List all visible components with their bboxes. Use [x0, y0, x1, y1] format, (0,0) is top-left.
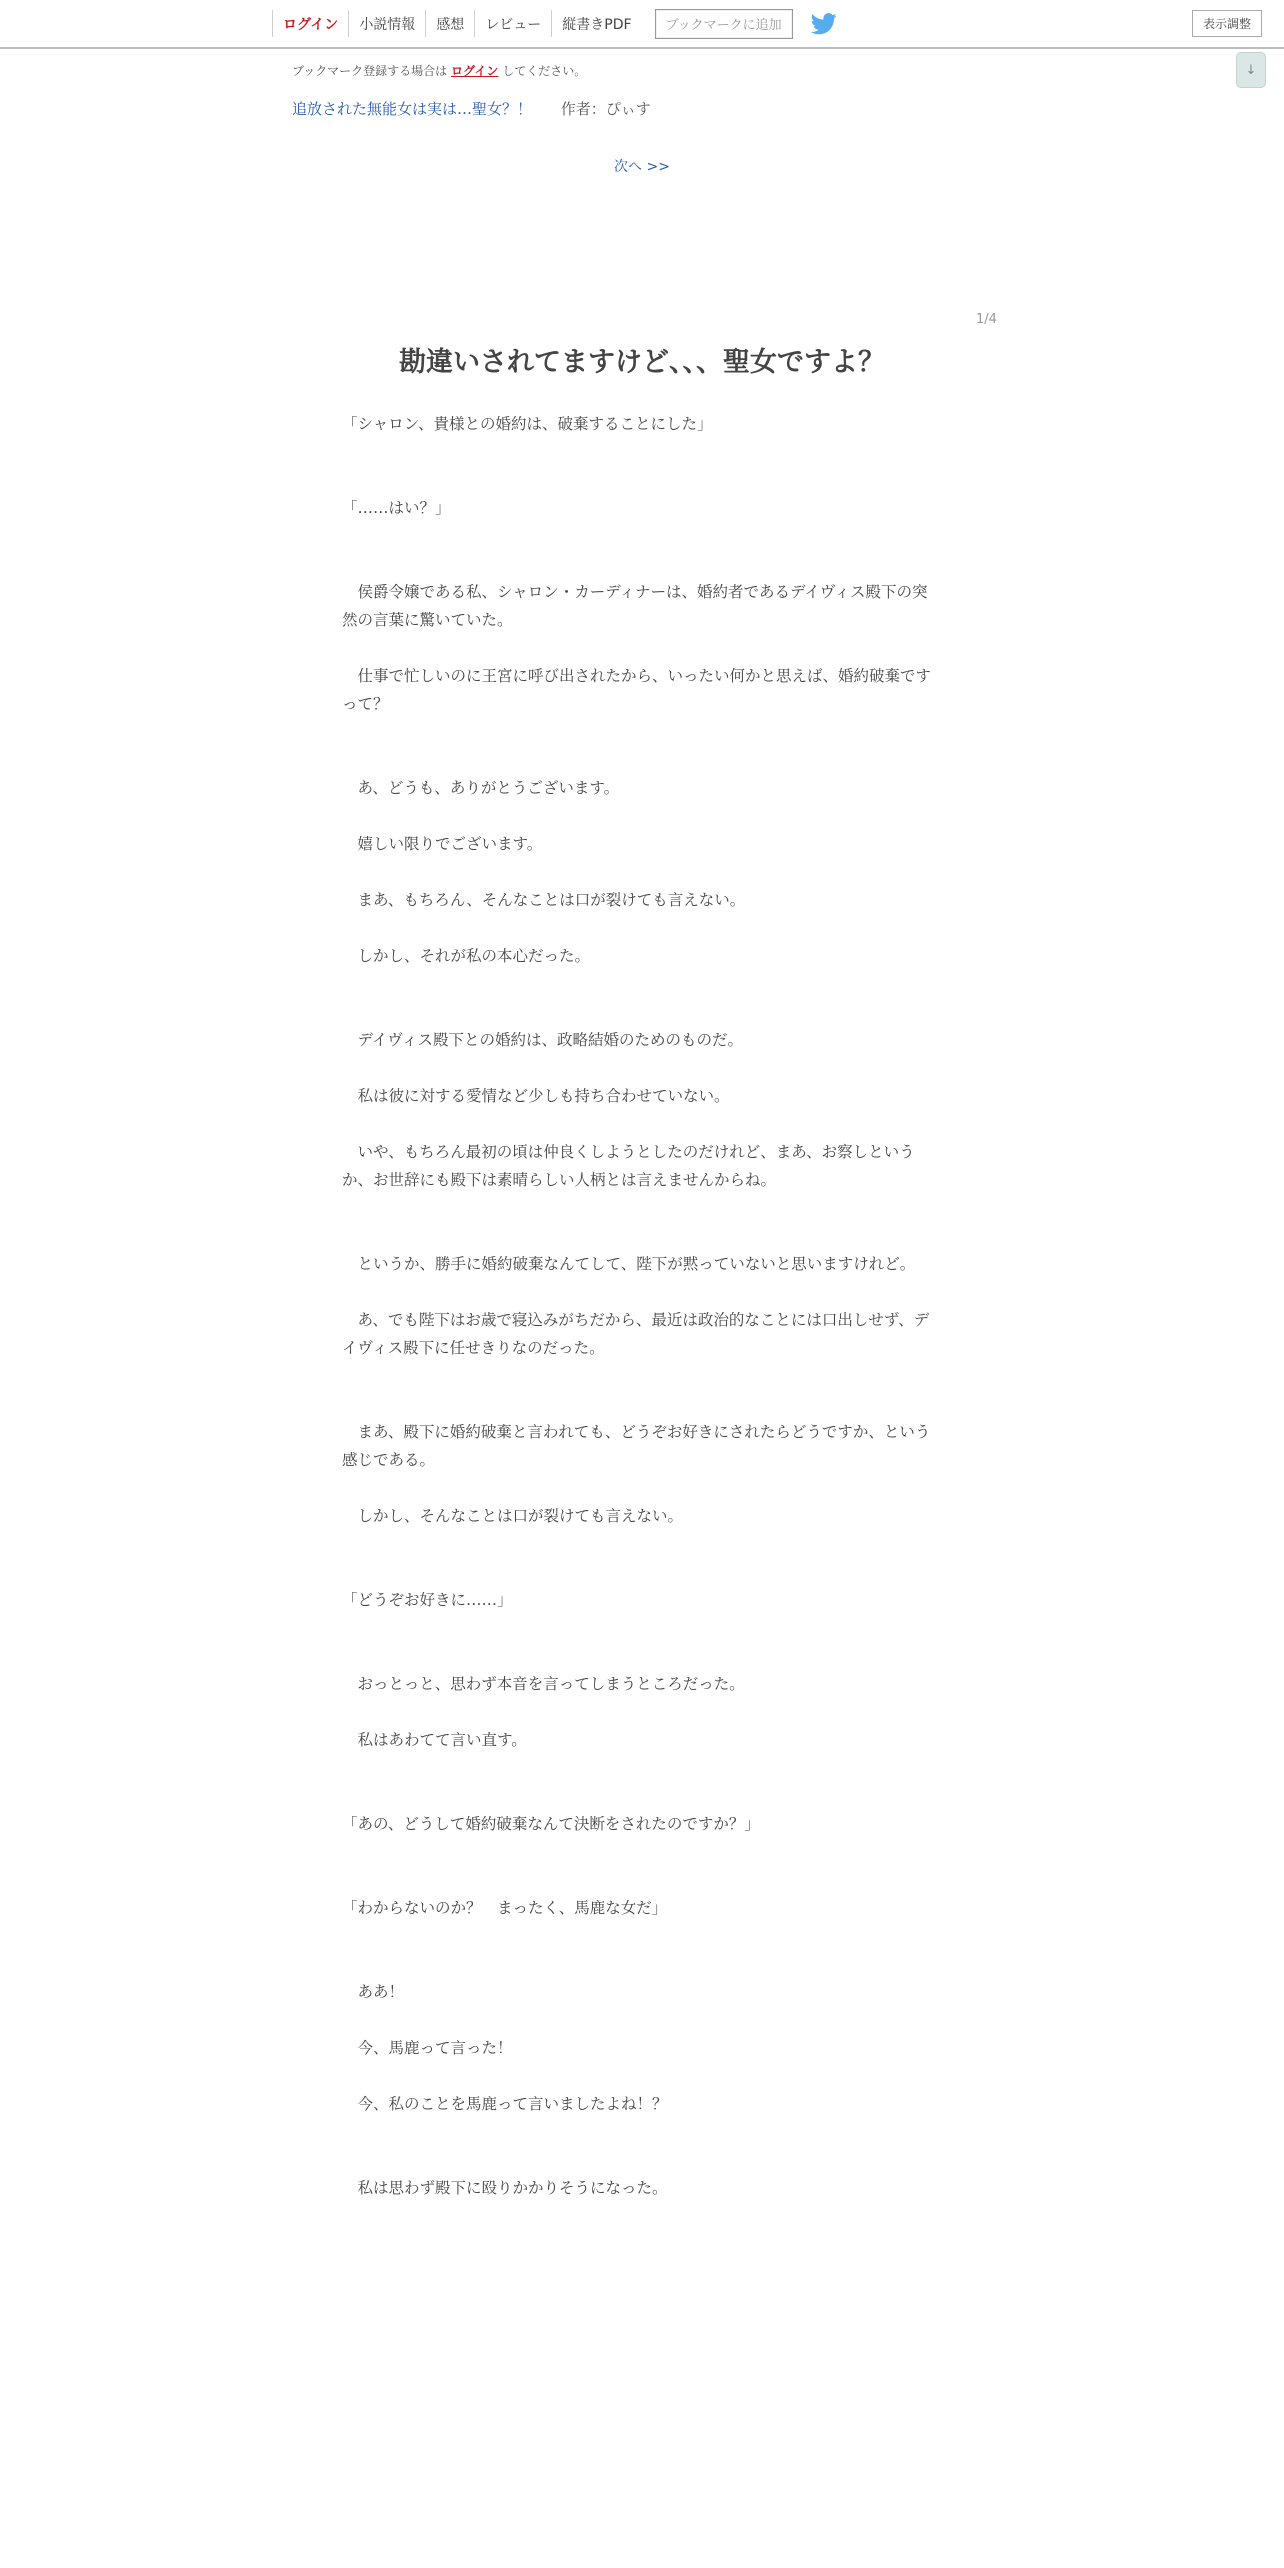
body-paragraph: [342, 1110, 942, 1138]
nav-review[interactable]: レビュー: [474, 10, 551, 37]
body-paragraph: [342, 1698, 942, 1726]
body-paragraph: [342, 1614, 942, 1642]
body-paragraph: しかし、そんなことは口が裂けても言えない。: [342, 1507, 684, 1525]
body-paragraph: [342, 1950, 942, 1978]
body-paragraph: 「あの、どうして婚約破棄なんて決断をされたのですか？」: [342, 1815, 760, 1833]
notice-login-link[interactable]: ログイン: [451, 64, 499, 78]
body-paragraph: [342, 2062, 942, 2090]
novel-header: [292, 98, 651, 119]
body-paragraph: [342, 998, 942, 1026]
body-paragraph: [342, 1194, 942, 1222]
next-page-link[interactable]: [0, 156, 1284, 176]
body-paragraph: 「シャロン、貴様との婚約は、破棄することにした」: [342, 415, 713, 433]
body-paragraph: [342, 802, 942, 830]
nav-novel-info[interactable]: 小説情報: [348, 10, 425, 37]
body-paragraph: [342, 1222, 942, 1250]
body-paragraph: あ、でも陛下はお歳で寝込みがちだから、最近は政治的なことには口出しせず、デイヴィス殿下に任せきりなのだった。: [342, 1311, 930, 1357]
chapter-title: 勘違いされてますけど、、、聖女ですよ？: [399, 347, 885, 378]
body-paragraph: [342, 1866, 942, 1894]
body-paragraph: [342, 858, 942, 886]
body-paragraph: [342, 1362, 942, 1390]
body-paragraph: 私は彼に対する愛情など少しも持ち合わせていない。: [342, 1087, 730, 1105]
body-paragraph: [342, 1558, 942, 1586]
body-paragraph: しかし、それが私の本心だった。: [342, 947, 591, 965]
body-paragraph: [342, 1642, 942, 1670]
notice-suffix: してください。: [502, 64, 587, 78]
body-paragraph: 侯爵令嬢である私、シャロン・カーディナーは、婚約者であるデイヴィス殿下の突然の言葉に驚いていた。: [342, 583, 928, 629]
nav-impressions[interactable]: 感想: [425, 10, 474, 37]
body-paragraph: [342, 2118, 942, 2146]
body-paragraph: [342, 1838, 942, 1866]
body-paragraph: [342, 1390, 942, 1418]
page-number: 1/4: [976, 312, 997, 327]
body-paragraph: 今、馬鹿って言った！: [342, 2039, 513, 2057]
body-paragraph: [342, 634, 942, 662]
body-paragraph: [342, 2146, 942, 2174]
display-settings-button[interactable]: 表示調整: [1192, 10, 1262, 37]
body-paragraph: 「……はい？」: [342, 499, 451, 517]
body-paragraph: [342, 1782, 942, 1810]
body-paragraph: [342, 1922, 942, 1950]
body-paragraph: [342, 438, 942, 466]
nav-vertical-pdf[interactable]: 縦書きPDF: [551, 10, 641, 37]
body-paragraph: [342, 1474, 942, 1502]
body-paragraph: あ、どうも、ありがとうございます。: [342, 779, 620, 797]
body-paragraph: デイヴィス殿下との婚約は、政略結婚のためのものだ。: [342, 1031, 743, 1049]
body-paragraph: [342, 970, 942, 998]
body-paragraph: ああ！: [342, 1983, 405, 2001]
twitter-bird-icon[interactable]: [811, 13, 837, 35]
body-paragraph: いや、もちろん最初の頃は仲良くしようとしたのだけれど、まあ、お察しというか、お世辞にも殿下は素晴らしい人柄とは言えませんからね。: [342, 1143, 915, 1189]
top-header: [0, 0, 1284, 49]
body-paragraph: まあ、殿下に婚約破棄と言われても、どうぞお好きにされたらどうですか、という感じである。: [342, 1423, 931, 1469]
body-paragraph: [342, 718, 942, 746]
body-paragraph: 嬉しい限りでございます。: [342, 835, 543, 853]
body-paragraph: 「わからないのか？ まったく、馬鹿な女だ」: [342, 1899, 668, 1917]
bookmark-login-notice: [292, 62, 586, 79]
notice-prefix: ブックマーク登録する場合は: [292, 64, 448, 78]
body-paragraph: 私はあわてて言い直す。: [342, 1731, 527, 1749]
scroll-down-button[interactable]: ↓: [1236, 52, 1266, 88]
body-paragraph: [342, 522, 942, 550]
author-name: 作者：ぴぃす: [560, 100, 651, 118]
body-paragraph: 仕事で忙しいのに王宮に呼び出されたから、いったい何かと思えば、婚約破棄ですって？: [342, 667, 932, 713]
next-page-label[interactable]: 次へ >>: [614, 159, 670, 175]
body-paragraph: [342, 2006, 942, 2034]
nav-login[interactable]: ログイン: [272, 10, 348, 37]
body-paragraph: [342, 1054, 942, 1082]
body-paragraph: 今、私のことを馬鹿って言いましたよね！？: [342, 2095, 668, 2113]
body-paragraph: 私は思わず殿下に殴りかかりそうになった。: [342, 2179, 668, 2197]
body-paragraph: [342, 1278, 942, 1306]
body-paragraph: [342, 1530, 942, 1558]
add-bookmark-button[interactable]: ブックマークに追加: [655, 9, 793, 39]
body-paragraph: 「どうぞお好きに……」: [342, 1591, 513, 1609]
body-paragraph: [342, 550, 942, 578]
body-paragraph: [342, 914, 942, 942]
body-paragraph: まあ、もちろん、そんなことは口が裂けても言えない。: [342, 891, 746, 909]
body-paragraph: [342, 1754, 942, 1782]
body-paragraph: [342, 466, 942, 494]
novel-title-link[interactable]: 追放された無能女は実は…聖女？！: [292, 100, 533, 118]
header-nav: [272, 0, 837, 47]
body-paragraph: というか、勝手に婚約破棄なんてして、陛下が黙っていないと思いますけれど。: [342, 1255, 916, 1273]
body-paragraph: [342, 746, 942, 774]
body-paragraph: おっとっと、思わず本音を言ってしまうところだった。: [342, 1675, 745, 1693]
novel-body: [342, 410, 942, 2202]
